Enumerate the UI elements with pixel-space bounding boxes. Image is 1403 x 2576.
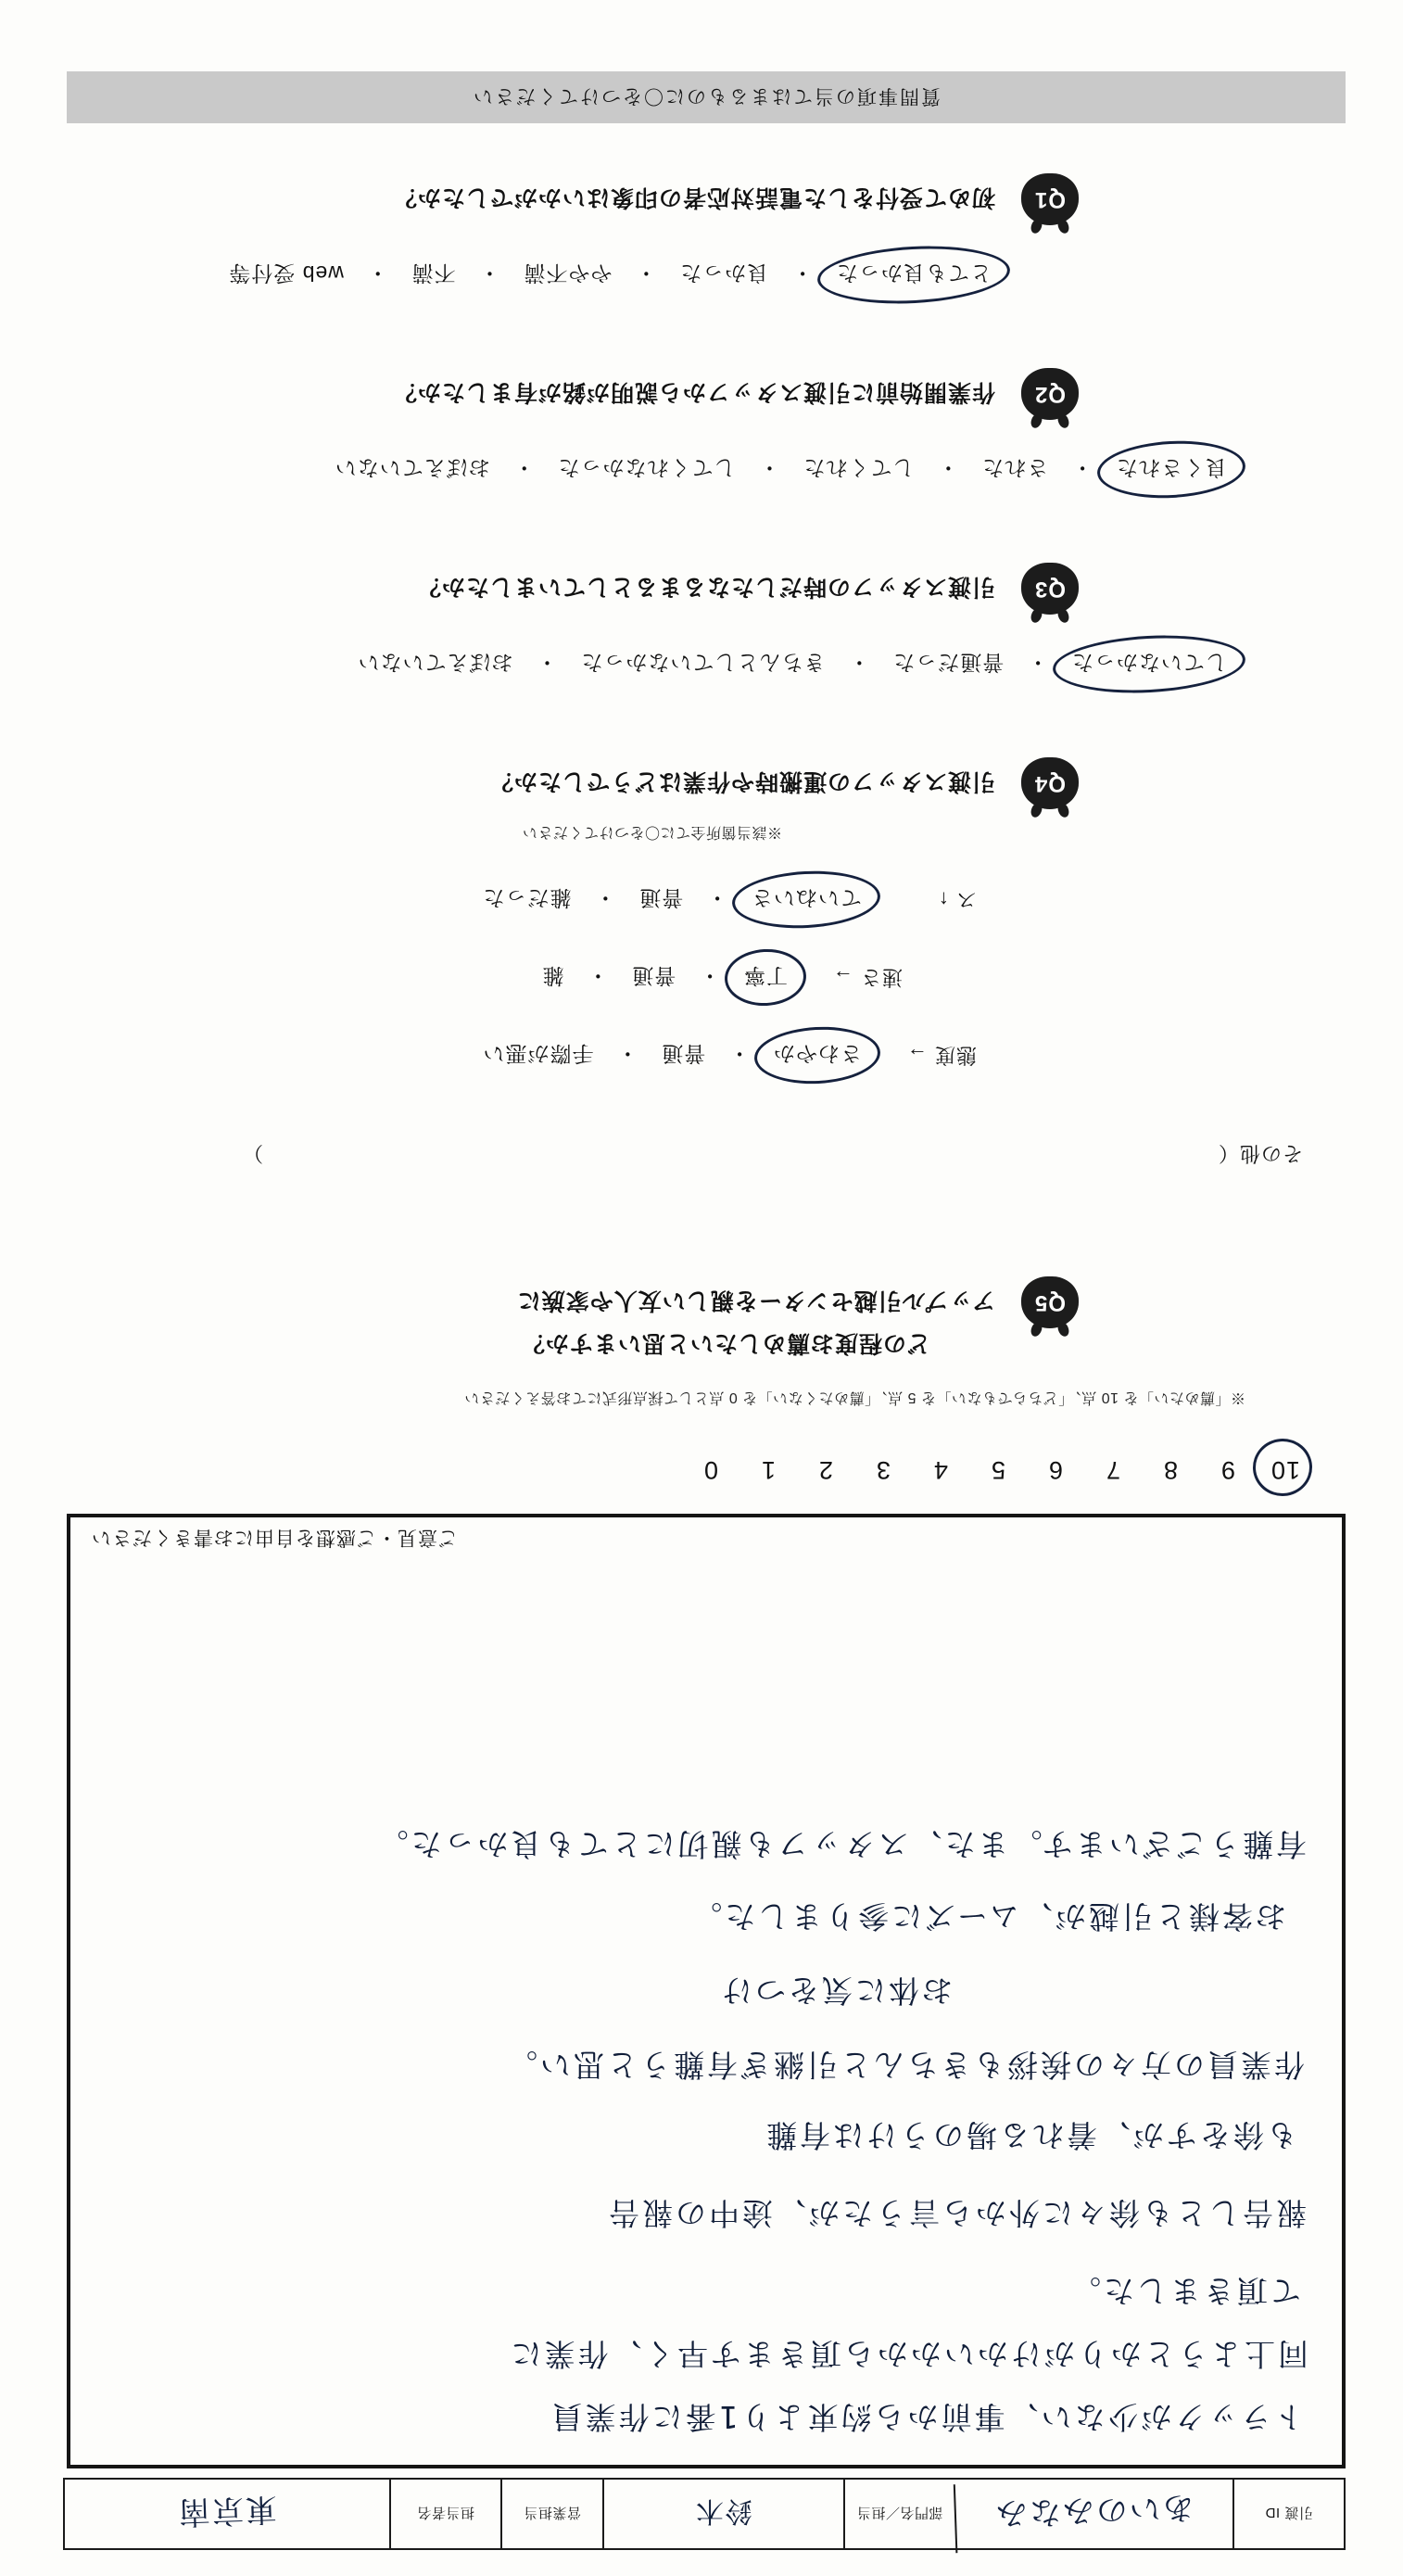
q1-dot-3: ・ xyxy=(478,261,501,286)
q3-option-1[interactable]: していなかった xyxy=(1068,647,1231,681)
scale-option-1[interactable]: 1 xyxy=(760,1456,777,1484)
q4-row1-option-2[interactable]: 普通 xyxy=(638,886,684,910)
q1-dot-1: ・ xyxy=(790,261,814,286)
q4-row3-option-1[interactable]: さわやか xyxy=(769,1038,866,1072)
q1-option-3[interactable]: やや不満 xyxy=(523,261,613,286)
free-comment-box[interactable] xyxy=(67,1514,1346,2468)
q4-row2[interactable] xyxy=(537,960,791,995)
q4-row3-option-3[interactable]: 手際が悪い xyxy=(482,1042,594,1066)
q2-option-4[interactable]: してくれなかった xyxy=(557,456,736,480)
handwriting-line-5: も徐をすが、着れる場のうけは有難 xyxy=(764,2117,1297,2153)
id-value: あいのみなみ xyxy=(954,2475,1233,2553)
dept-label: 部門名／担当 xyxy=(843,2480,954,2548)
scale-option-7[interactable]: 7 xyxy=(1105,1456,1121,1484)
q4-row3-dot-1: ・ xyxy=(727,1042,751,1066)
q4-note: ※該当箇所全てに〇をつけてください xyxy=(522,824,782,840)
handwriting-line-1: トラックが少ない、事前から約束より1番に作業員 xyxy=(549,2399,1305,2435)
q4-number: Q4 xyxy=(1021,757,1079,809)
q2-dot-4: ・ xyxy=(512,456,536,480)
q4-row1[interactable] xyxy=(478,882,866,917)
q3-dot-2: ・ xyxy=(847,651,870,675)
q3-option-2[interactable]: 普通だった xyxy=(892,651,1005,675)
q1-option-5[interactable]: web 受付等 xyxy=(228,261,344,286)
q1-option-4[interactable]: 不満 xyxy=(411,261,456,286)
scale-option-6[interactable]: 6 xyxy=(1047,1456,1064,1484)
q2-option-2[interactable]: された xyxy=(981,456,1049,480)
name-label: 担当者名 xyxy=(389,2480,500,2548)
scale-option-0[interactable]: 0 xyxy=(702,1456,719,1484)
q3-option-3[interactable]: きちんとしていなかった xyxy=(580,651,826,675)
q3-text: 引渡スタッフの時だしたなるまるとしていましたか？ xyxy=(416,574,995,600)
q4-row1-dot-1: ・ xyxy=(705,886,728,910)
q3-dot-3: ・ xyxy=(536,651,559,675)
handwriting-line-4: 報告しとも徐々に外から言うたが、途中の報告 xyxy=(606,2195,1307,2231)
dept-value: 鈴木 xyxy=(602,2480,843,2548)
scale-option-4[interactable]: 4 xyxy=(932,1456,949,1484)
q2-option-3[interactable]: してくれた xyxy=(803,456,915,480)
q4-text: 引渡スタッフの運搬時や作業はどうでしたか？ xyxy=(488,768,995,794)
q4-row3-label: 態度 → xyxy=(905,1044,977,1067)
q4-row3-option-2[interactable]: 普通 xyxy=(661,1042,706,1066)
q1-dot-4: ・ xyxy=(366,261,389,286)
q4-row3[interactable] xyxy=(478,1038,866,1072)
scale-option-9[interactable]: 9 xyxy=(1220,1456,1236,1484)
instruction-band xyxy=(67,71,1346,123)
q1-dot-2: ・ xyxy=(634,261,657,286)
q5-number: Q5 xyxy=(1021,1276,1079,1328)
q4-row2-dot-2: ・ xyxy=(586,964,609,988)
q4-row1-label: ス ↑ xyxy=(937,888,977,911)
q2-choices[interactable] xyxy=(331,452,1231,487)
q3-dot-1: ・ xyxy=(1026,651,1049,675)
name-note-label: 営業担当 xyxy=(500,2480,602,2548)
q3-option-4[interactable]: おぼえていない xyxy=(357,651,513,675)
q2-dot-3: ・ xyxy=(758,456,781,480)
header-id-strip xyxy=(63,2478,1346,2550)
free-comment-label: ご意見・ご感想を自由にお書きください xyxy=(91,1527,458,1548)
q2-dot-2: ・ xyxy=(936,456,959,480)
q4-row1-dot-2: ・ xyxy=(593,886,616,910)
scale-option-8[interactable]: 8 xyxy=(1162,1456,1179,1484)
q4-row2-dot-1: ・ xyxy=(698,964,721,988)
q4-row2-option-3[interactable]: 雑 xyxy=(541,964,564,988)
q5-text: アップル引越センターを親しい友人や家族に xyxy=(516,1288,995,1313)
q4-other-close: ） xyxy=(241,1142,263,1165)
q4-other-field[interactable] xyxy=(1218,1140,1303,1169)
handwriting-line-8: お客様と引越が、ムーズに参りました。 xyxy=(689,1898,1286,1935)
q1-option-2[interactable]: 良かった xyxy=(679,261,769,286)
scale-option-2[interactable]: 2 xyxy=(817,1456,834,1484)
handwriting-line-9: 有難うございます。また、スタッフも親切にとても良かった。 xyxy=(374,1826,1307,1862)
q4-row3-dot-2: ・ xyxy=(615,1042,638,1066)
q3-number: Q3 xyxy=(1021,563,1079,615)
q2-dot-1: ・ xyxy=(1070,456,1093,480)
name-value: 東京南 xyxy=(176,2490,278,2532)
handwriting-line-2: 同上ようとかりがけかいかから頂きます早く、作業に xyxy=(508,2336,1308,2372)
q2-number: Q2 xyxy=(1021,368,1079,420)
q4-row2-option-1[interactable]: 丁寧 xyxy=(739,960,791,995)
scale-option-5[interactable]: 5 xyxy=(990,1456,1006,1484)
q4-other-label: その他（ xyxy=(1217,1142,1303,1165)
q5-text-line2: どの程度お薦めしたいと思いますか？ xyxy=(520,1330,930,1356)
scale-option-10[interactable]: 10 xyxy=(1257,1455,1314,1484)
q4-row2-option-2[interactable]: 普通 xyxy=(631,964,676,988)
instruction-text: 質問事項の当てはまるものに〇をつけてください xyxy=(472,85,941,107)
q4-row1-option-3[interactable]: 雑だった xyxy=(482,886,572,910)
q1-number: Q1 xyxy=(1021,173,1079,225)
id-label: 引渡 ID xyxy=(1232,2480,1344,2548)
q1-option-1[interactable]: とても良かった xyxy=(832,258,995,292)
scale-option-3[interactable]: 3 xyxy=(875,1456,891,1484)
q1-text: 初めて受付をした電話対応者の印象はいかがでしたか？ xyxy=(392,184,995,210)
q1-choices[interactable] xyxy=(224,258,995,292)
q3-choices[interactable] xyxy=(354,647,1231,681)
q5-rating-scale[interactable] xyxy=(682,1455,1314,1484)
q4-row2-label: 速さ → xyxy=(831,966,903,989)
q4-row1-option-1[interactable]: ていねいさ xyxy=(747,882,866,917)
handwriting-line-3: て頂きました。 xyxy=(1068,2273,1301,2309)
q2-option-1[interactable]: 良くされた xyxy=(1112,452,1231,487)
handwriting-line-6: 作業員の方々の挨拶もきちんと引継ぎ有難うと思い。 xyxy=(504,2047,1305,2083)
q2-text: 作業開始前に引渡スタッフから説明が銘が有ましたか？ xyxy=(392,379,995,405)
q5-note: ※「薦めたい」を 10 点、「どちらでもない」を 5 点、「薦めたくない」を 0 点として採点形式にてお答えください xyxy=(463,1390,1245,1405)
q2-option-5[interactable]: おぼえていない xyxy=(334,456,490,480)
handwriting-line-7: お体に気をつけ xyxy=(719,1973,953,2009)
